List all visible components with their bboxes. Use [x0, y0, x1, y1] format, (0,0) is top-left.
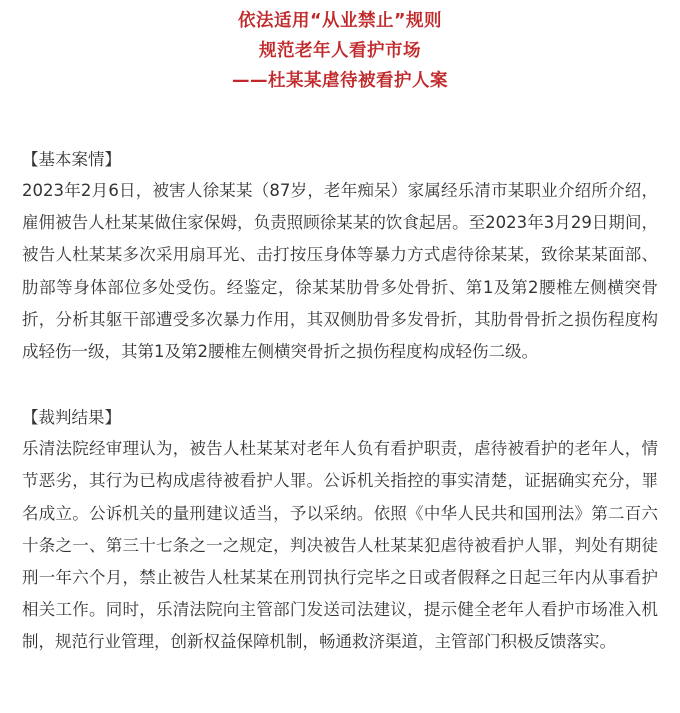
basic-facts-text: 2023年2月6日，被害人徐某某（87岁，老年痴呆）家属经乐清市某职业介绍所介绍，雇佣被告人杜某某做住家保姆，负责照顾徐某某的饮食起居。至2023年3月29日期间，被告人杜某某多次采用扇耳光、击打按压身体等暴力方式虐待徐某某，致徐某某面部、肋部等身体部位多处受伤。经鉴定，徐某某肋骨多处骨折、第1及第2腰椎左侧横突骨折，分析其躯干部遭受多次暴力作用，其双侧肋骨多发骨折，其肋骨骨折之损伤程度构成轻伤一级，其第1及第2腰椎左侧横突骨折之损伤程度构成轻伤二级。 [22, 181, 658, 362]
title-line-2: 规范老年人看护市场 [259, 41, 421, 61]
title-line-1: 依法适用“从业禁止”规则 [237, 11, 442, 31]
title-line-3: ——杜某某虐待被看护人案 [232, 71, 448, 91]
judgment-heading: 【裁判结果】 [22, 408, 121, 428]
basic-facts-section [22, 144, 658, 368]
article-title [22, 6, 658, 96]
judgment-text: 乐清法院经审理认为，被告人杜某某对老年人负有看护职责，虐待被看护的老年人，情节恶劣，其行为已构成虐待被看护人罪。公诉机关指控的事实清楚，证据确实充分，罪名成立。公诉机关的量刑建议适当，予以采纳。依照《中华人民共和国刑法》第二百六十条之一、第三十七条之一之规定，判决被告人杜某某犯虐待被看护人罪，判处有期徒刑一年六个月，禁止被告人杜某某在刑罚执行完毕之日或者假释之日起三年内从事看护相关工作。同时，乐清法院向主管部门发送司法建议，提示健全老年人看护市场准入机制，规范行业管理，创新权益保障机制，畅通救济渠道，主管部门积极反馈落实。 [22, 439, 658, 652]
judgment-section [22, 402, 658, 658]
basic-facts-heading: 【基本案情】 [22, 150, 121, 169]
